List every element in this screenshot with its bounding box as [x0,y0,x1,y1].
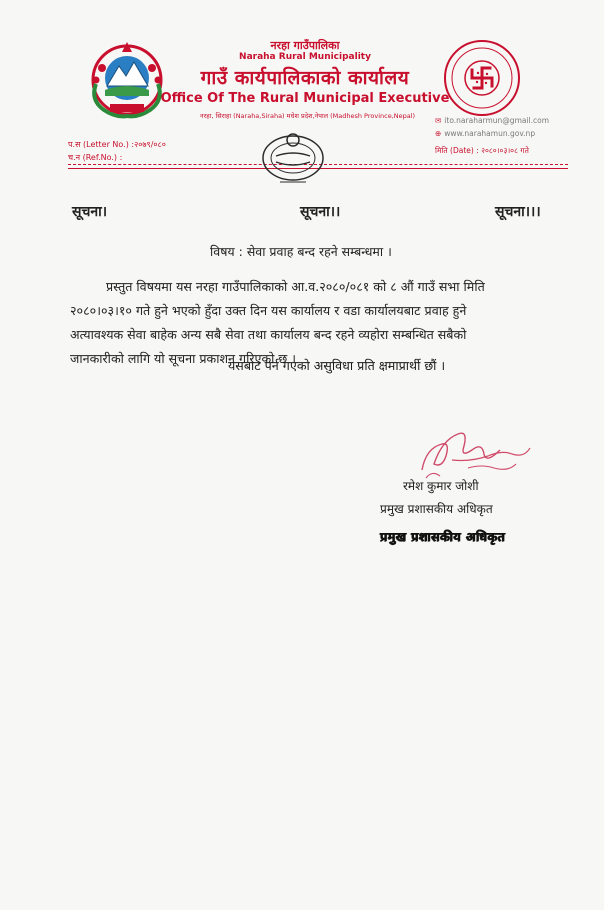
contact-email [435,116,549,125]
globe-icon: ⊕ [435,129,442,138]
notice-heading-right: सूचना।।। [495,204,541,220]
website-text: www.narahamun.gov.np [444,129,536,138]
signatory-title: प्रमुख प्रशासकीय अधिकृत [380,502,493,516]
office-stamp-icon [252,132,334,192]
body-line: अत्यावश्यक सेवा बाहेक अन्य सबै सेवा तथा कार्यालय बन्द रहने व्यहोरा सम्बन्धित सबैको [70,327,467,342]
office-address: नरहा, सिराहा (Naraha,Siraha) मधेश प्रदेश,नेपाल (Madhesh Province,Nepal) [200,112,416,120]
notice-subject: विषय : सेवा प्रवाह बन्द रहने सम्बन्धमा । [210,244,392,259]
office-name-english: Office Of The Rural Municipal Executive [160,91,450,106]
body-line: जानकारीको लागि यो सूचना प्रकाशन गरिएको छ । [70,351,297,366]
notice-heading-center: सूचना।। [300,204,341,220]
letter-number: प.स (Letter No.) :२०७९/०८० [68,140,166,149]
nepal-emblem-icon [82,38,172,120]
body-line: प्रस्तुत विषयमा यस नरहा गाउँपालिकाको आ.व.२०८०/०८१ को ८ औं गाउँ सभा मिति [106,279,485,294]
notice-heading-left: सूचना। [72,204,108,220]
letter-date: मिति (Date) : २०८०।०३।०८ गते [435,146,529,155]
office-name-nepali: गाउँ कार्यपालिकाको कार्यालय [200,67,410,89]
municipality-name-english: Naraha Rural Municipality [239,52,371,62]
signatory-name: रमेश कुमार जोशी [403,479,479,493]
email-icon: ✉ [435,116,442,125]
designation-stamp: प्रमुख प्रशासकीय अधिकृत [380,529,506,544]
municipality-name-nepali: नरहा गाउँपालिका [270,39,340,52]
municipal-seal-icon [442,38,522,118]
reference-number: च.न (Ref.No.) : [68,153,123,162]
contact-website [435,129,535,138]
body-line: २०८०।०३।१० गते हुने भएको हुँदा उक्त दिन यस कार्यालय र वडा कार्यालयबाट प्रवाह हुने [70,303,467,318]
email-text: ito.naraharmun@gmail.com [444,116,550,125]
apology-line: यसबाट पर्न गएको असुविधा प्रति क्षमाप्रार्थी छौं । [228,358,446,373]
